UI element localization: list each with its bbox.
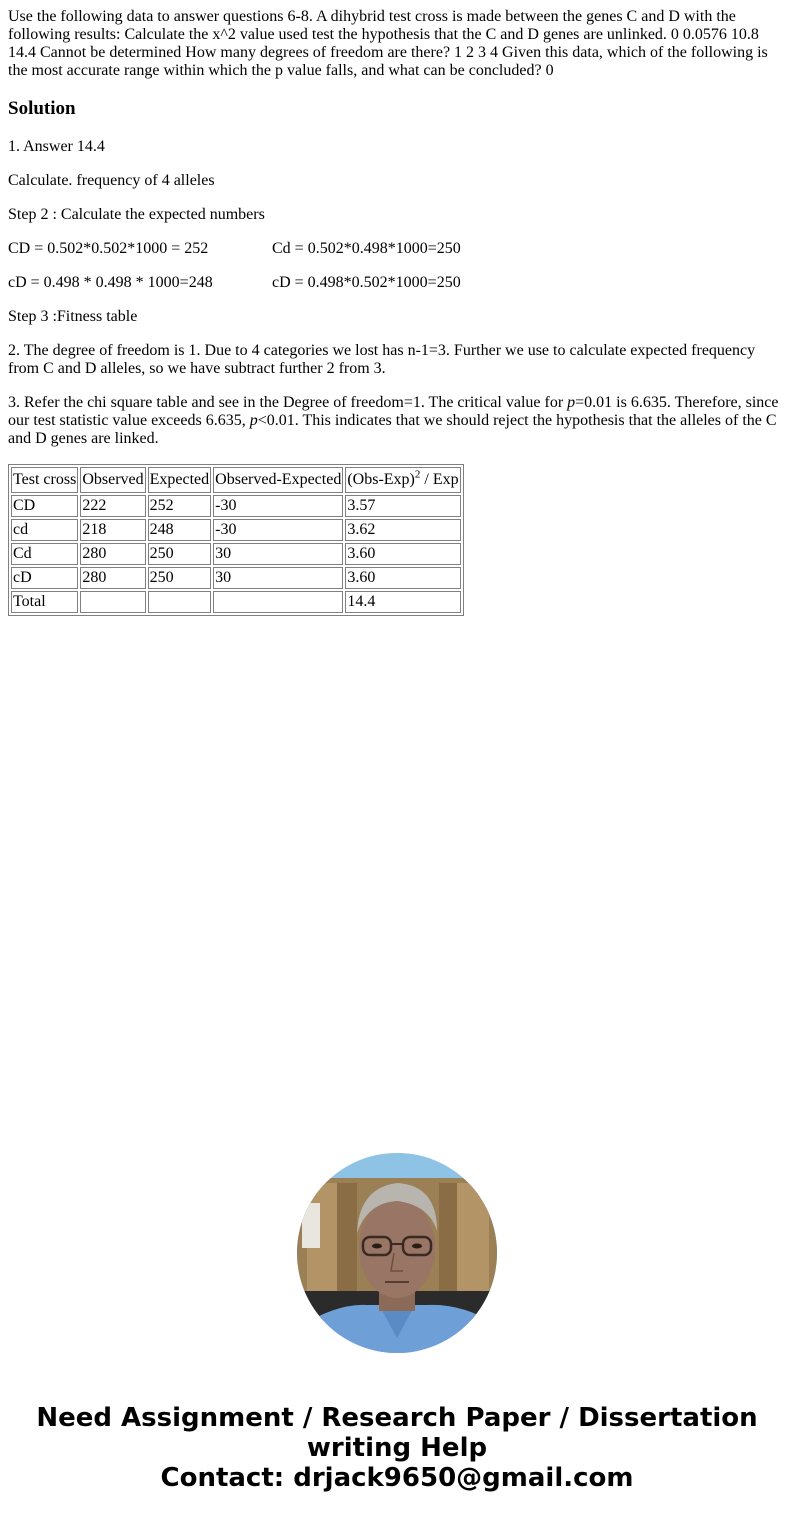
cell-expected: 250 (148, 543, 212, 565)
step-2-text: Step 2 : Calculate the expected numbers (8, 206, 265, 223)
header-test-cross: Test cross (11, 467, 78, 493)
avatar (297, 1153, 497, 1353)
cell-cross: cD (11, 567, 78, 589)
calculation-row (8, 240, 784, 258)
cell-diff: -30 (213, 519, 343, 541)
fitness-table (8, 464, 464, 616)
contact-footer (0, 1403, 794, 1493)
header-expected: Expected (148, 467, 212, 493)
cell-observed: 222 (80, 495, 145, 517)
footer-line-2: writing Help (306, 1433, 488, 1463)
table-row (11, 543, 461, 565)
cell-observed (80, 591, 145, 613)
cell-observed: 280 (80, 567, 145, 589)
cell-chi: 3.62 (345, 519, 460, 541)
cell-cross: CD (11, 495, 78, 517)
cell-cross: cd (11, 519, 78, 541)
cell-diff: -30 (213, 495, 343, 517)
chi-square-conclusion: 3. Refer the chi square table and see in the Degree of freedom=1. The critical value for p=0.01 is 6.635. Therefore, since our test statistic value exceeds 6.635, p<0.01. This indicates that we should reject the hypothesis that the alleles of the C and D genes are linked. (8, 394, 779, 447)
table-total-row (11, 591, 461, 613)
cell-observed: 218 (80, 519, 145, 541)
cell-cross: Cd (11, 543, 78, 565)
calc-cd-expected: CD = 0.502*0.502*1000 = 252 (8, 240, 209, 257)
step-1-text: Calculate. frequency of 4 alleles (8, 172, 215, 189)
step-3-text: Step 3 :Fitness table (8, 308, 138, 325)
calculation-row (8, 274, 784, 292)
table-row (11, 567, 461, 589)
cell-chi: 3.60 (345, 543, 460, 565)
cell-diff: 30 (213, 567, 343, 589)
solution-heading: Solution (8, 98, 76, 119)
footer-contact-email: Contact: drjack9650@gmail.com (160, 1463, 634, 1493)
question-text: Use the following data to answer questions 6-8. A dihybrid test cross is made between the genes C and D with the following results: Calculate the x^2 value used test the hypothesis that the C and D genes are unlinked. 0 0.0576 10.8 14.4 Cannot be determined How many degrees of freedom are there? 1 2 3 4 Given this data, which of the following is the most accurate range within which the p value falls, and what can be concluded? 0 (8, 8, 768, 79)
cell-chi: 3.60 (345, 567, 460, 589)
cell-observed: 280 (80, 543, 145, 565)
footer-line-1: Need Assignment / Research Paper / Dissertation (36, 1403, 758, 1433)
tutor-portrait-image (297, 1153, 497, 1353)
table-row (11, 519, 461, 541)
cell-chi: 3.57 (345, 495, 460, 517)
cell-diff (213, 591, 343, 613)
cell-expected (148, 591, 212, 613)
header-observed: Observed (80, 467, 145, 493)
calc-cd-recessive-expected: cD = 0.498 * 0.498 * 1000=248 (8, 274, 213, 291)
cell-expected: 252 (148, 495, 212, 517)
document-content (8, 8, 784, 616)
cell-expected: 248 (148, 519, 212, 541)
header-chi-component: $(Obs-Exp)^2$ / Exp (345, 467, 460, 493)
calc-cd-mixed-expected: cD = 0.498*0.502*1000=250 (272, 274, 461, 291)
calc-cd-lower-expected: Cd = 0.502*0.498*1000=250 (272, 240, 461, 257)
cell-chi-total: 14.4 (345, 591, 460, 613)
answer-line: 1. Answer 14.4 (8, 138, 105, 155)
header-obs-minus-exp: Observed-Expected (213, 467, 343, 493)
table-row (11, 495, 461, 517)
table-header-row (11, 467, 461, 493)
cell-expected: 250 (148, 567, 212, 589)
degrees-of-freedom-explanation: 2. The degree of freedom is 1. Due to 4 categories we lost has n-1=3. Further we use to calculate expected frequency from C and D alleles, so we have subtract further 2 from 3. (8, 342, 756, 377)
cell-cross: Total (11, 591, 78, 613)
cell-diff: 30 (213, 543, 343, 565)
